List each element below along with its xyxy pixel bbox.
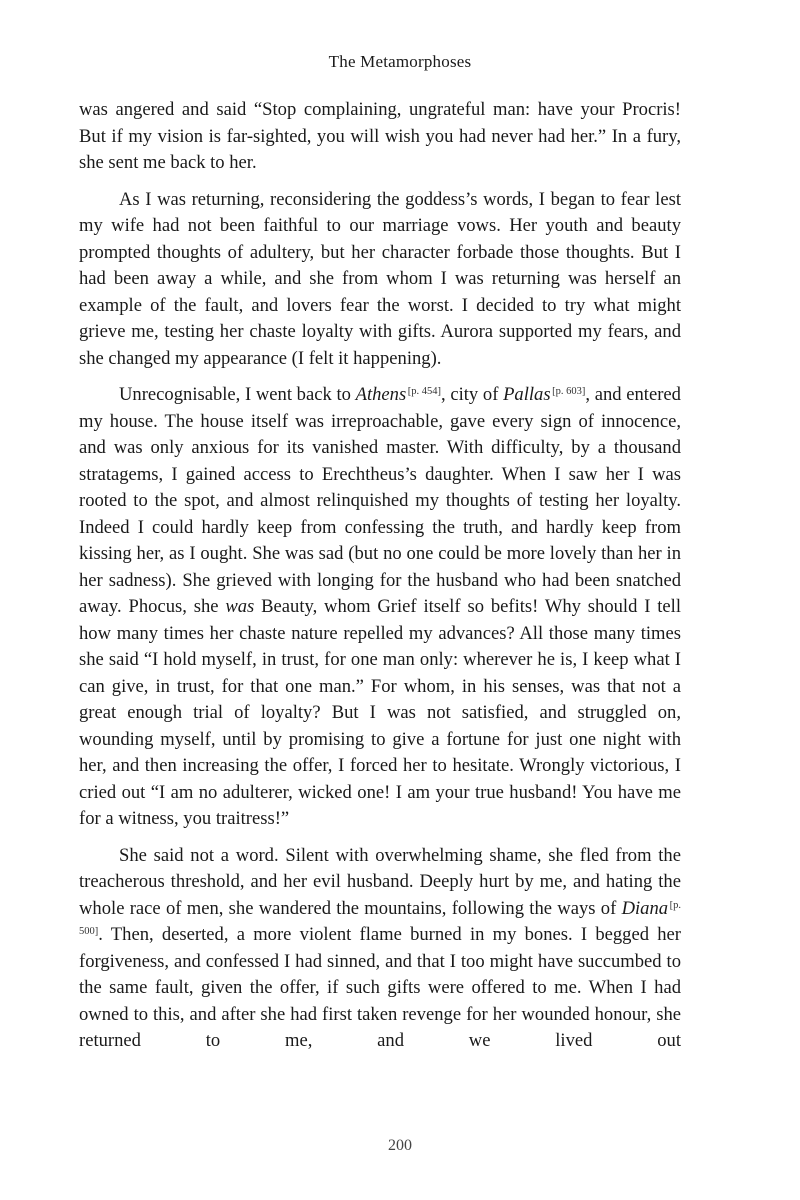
text-run: She said not a word. Silent with overwhelming shame, she fled from the treacherous threshold, and her evil husband. Deeply hurt by me, and hating the whole race of men, she wandered the mountains, following the ways of <box>79 844 681 919</box>
text-run: As I was returning, reconsidering the goddess’s words, I began to fear lest my wife had not been faithful to our marriage vows. Her youth and beauty prompted thoughts of adultery, but her character forbade those thoughts. But I had been away a while, and she from whom I was returning was herself an example of the fault, and lovers fear the worst. I decided to try what might grieve me, testing her chaste loyalty with gifts. Aurora supported my fears, and she changed my appearance (I felt it happening). <box>79 188 681 369</box>
paragraph <box>79 382 681 833</box>
page-number: 200 <box>388 1137 412 1154</box>
text-run: Unrecognisable, I went back to <box>119 384 356 405</box>
text-run: . Then, deserted, a more violent flame burned in my bones. I begged her forgiveness, and confessed I had sinned, and that I too might have succumbed to the same fault, given the offer, if such gifts were offered to me. When I had owned to this, and after she had first taken revenge for her wounded honour, she returned to me, and we lived out <box>79 924 681 1051</box>
running-head: The Metamorphoses <box>328 52 472 71</box>
page-reference[interactable]: [p. 603] <box>552 386 586 397</box>
deity-name: Pallas <box>503 384 551 405</box>
place-name: Athens <box>355 384 407 405</box>
text-run: , and entered my house. The house itself was irreproachable, gave every sign of innocence, and was only anxious for its vanished master. With difficulty, by a thousand stratagems, I gained access to Erechtheus’s daughter. When I saw her I was rooted to the spot, and almost relinquished my thoughts of testing her loyalty. Indeed I could hardly keep from confessing the truth, and hardly keep from kissing her, as I ought. She was sad (but no one could be more lovely than her in her sadness). She grieved with longing for the husband who had been snatched away. Phocus, she <box>79 384 681 617</box>
page-reference[interactable]: [p. 454] <box>407 386 442 397</box>
page-reference[interactable]: [p. 500] <box>79 899 681 937</box>
paragraph <box>79 187 681 373</box>
emphasis: was <box>225 596 255 617</box>
deity-name: Diana <box>621 897 669 919</box>
paragraph <box>79 843 681 1055</box>
body-text <box>79 97 681 1065</box>
paragraph <box>79 97 681 177</box>
text-run: was angered and said “Stop complaining, ungrateful man: have your Procris! But if my vision is far-sighted, you will wish you had never had her.” In a fury, she sent me back to her. <box>79 99 681 173</box>
text-run: Beauty, whom Grief itself so befits! Why should I tell how many times her chaste nature repelled my advances? All those many times she said “I hold myself, in trust, for one man only: wherever he is, I keep what I can give, in trust, for that one man.” For whom, in his senses, was that not a great enough trial of loyalty? But I was not satisfied, and struggled on, wounding myself, until by promising to give a fortune for just one night with her, and then increasing the offer, I forced her to hesitate. Wrongly victorious, I cried out “I am no adulterer, wicked one! I am your true husband! You have me for a witness, you traitress!” <box>79 596 682 829</box>
text-run: , city of <box>441 384 504 405</box>
